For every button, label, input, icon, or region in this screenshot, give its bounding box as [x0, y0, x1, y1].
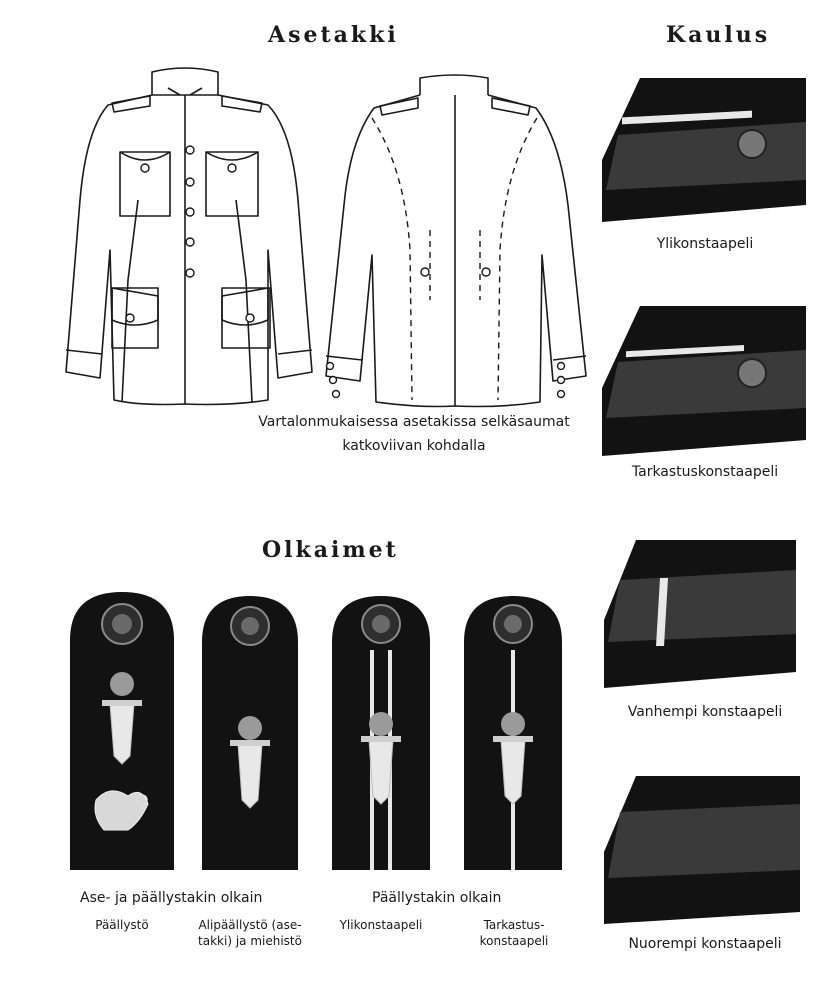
collar-label-tarkastuskonstaapeli: Tarkastuskonstaapeli	[631, 464, 779, 480]
heading-asetakki: Asetakki	[268, 22, 399, 48]
heading-kaulus: Kaulus	[666, 22, 771, 48]
shoulder-label-tarkastus-line2: konstaapeli	[479, 934, 549, 948]
shoulder-group2-label: Päällystakin olkain	[372, 890, 502, 906]
shoulder-label-alipaallysto-line2: takki) ja miehistö	[198, 934, 302, 948]
jacket-caption-line2: katkoviivan kohdalla	[342, 438, 486, 454]
shoulder-label-alipaallysto-line1: Alipäällystö (ase-	[198, 918, 302, 932]
shoulder-group1-label: Ase- ja päällystakin olkain	[80, 890, 263, 906]
collar-label-ylikonstaapeli: Ylikonstaapeli	[656, 236, 754, 252]
jacket-caption-line1: Vartalonmukaisessa asetakissa selkäsaumat	[258, 414, 570, 430]
collar-label-vanhempi-konstaapeli: Vanhempi konstaapeli	[627, 704, 783, 720]
shoulder-label-ylikonstaapeli: Ylikonstaapeli	[339, 918, 423, 932]
heading-olkaimet: Olkaimet	[262, 537, 399, 563]
shoulder-label-tarkastus-line1: Tarkastus-	[483, 918, 545, 932]
collar-label-nuorempi-konstaapeli: Nuorempi konstaapeli	[628, 936, 782, 952]
shoulder-label-paallysto: Päällystö	[95, 918, 149, 932]
